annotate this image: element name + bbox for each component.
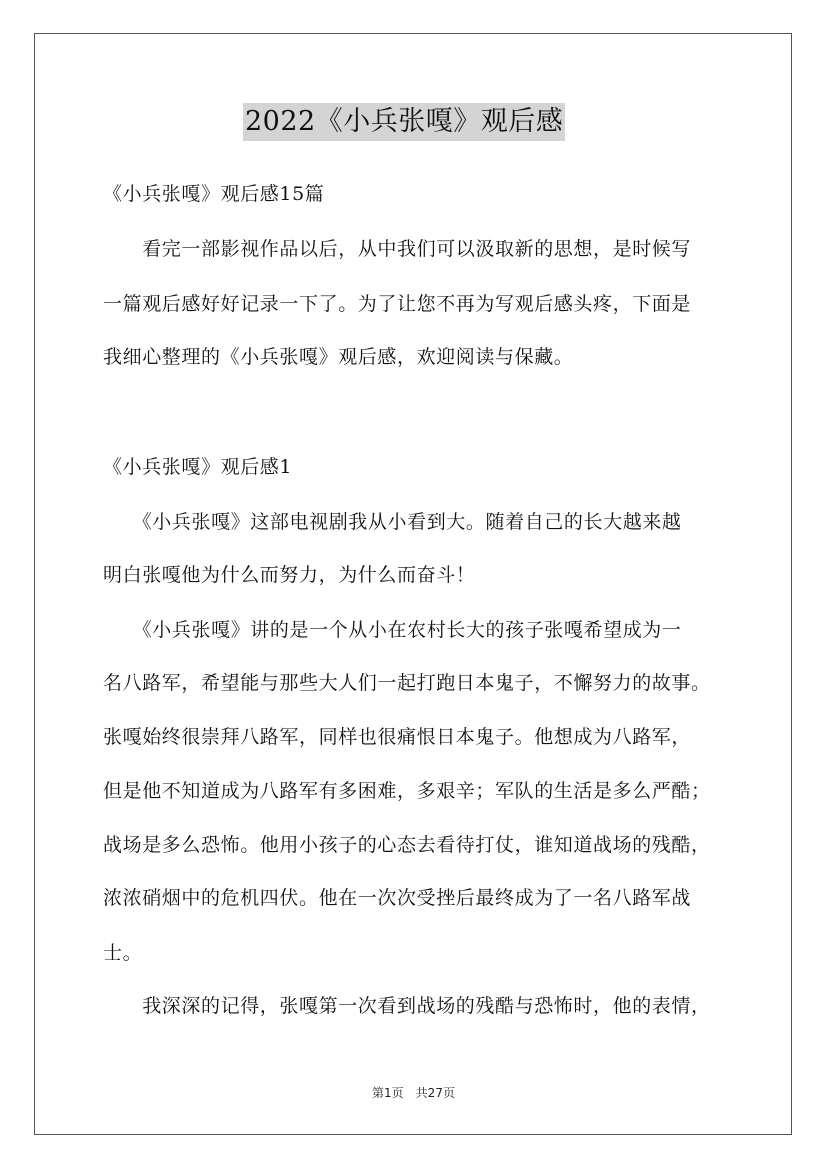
paragraph-line: 战场是多么恐怖。他用小孩子的心态去看待打仗，谁知道战场的残酷， (103, 834, 711, 856)
subtitle-line: 《小兵张嘎》观后感15篇 (103, 183, 325, 205)
paragraph-line: 名八路军，希望能与那些大人们一起打跑日本鬼子，不懈努力的故事。 (103, 672, 711, 694)
paragraph-line: 看完一部影视作品以后，从中我们可以汲取新的思想，是时候写 (103, 238, 692, 260)
paragraph-line: 一篇观后感好好记录一下了。为了让您不再为写观后感头疼，下面是 (103, 293, 692, 315)
paragraph-line: 我深深的记得，张嘎第一次看到战场的残酷与恐怖时，他的表情， (103, 995, 711, 1017)
paragraph-line: 浓浓硝烟中的危机四伏。他在一次次受挫后最终成为了一名八路军战 (103, 887, 692, 909)
paragraph-line: 《小兵张嘎》这部电视剧我从小看到大。随着自己的长大越来越 (103, 511, 682, 533)
section-heading: 《小兵张嘎》观后感1 (103, 456, 293, 478)
paragraph-line: 我细心整理的《小兵张嘎》观后感，欢迎阅读与保藏。 (103, 346, 574, 368)
page-footer: 第1页 共27页 (372, 1086, 455, 1100)
paragraph-line: 明白张嘎他为什么而努力，为什么而奋斗！ (103, 564, 476, 586)
paragraph-line: 《小兵张嘎》讲的是一个从小在农村长大的孩子张嘎希望成为一 (103, 619, 682, 641)
paragraph-line: 士。 (103, 942, 143, 964)
document-title: 2022《小兵张嘎》观后感 (243, 103, 565, 141)
paragraph-line: 张嘎始终很崇拜八路军，同样也很痛恨日本鬼子。他想成为八路军， (103, 726, 692, 748)
paragraph-line: 但是他不知道成为八路军有多困难，多艰辛；军队的生活是多么严酷； (103, 780, 711, 802)
